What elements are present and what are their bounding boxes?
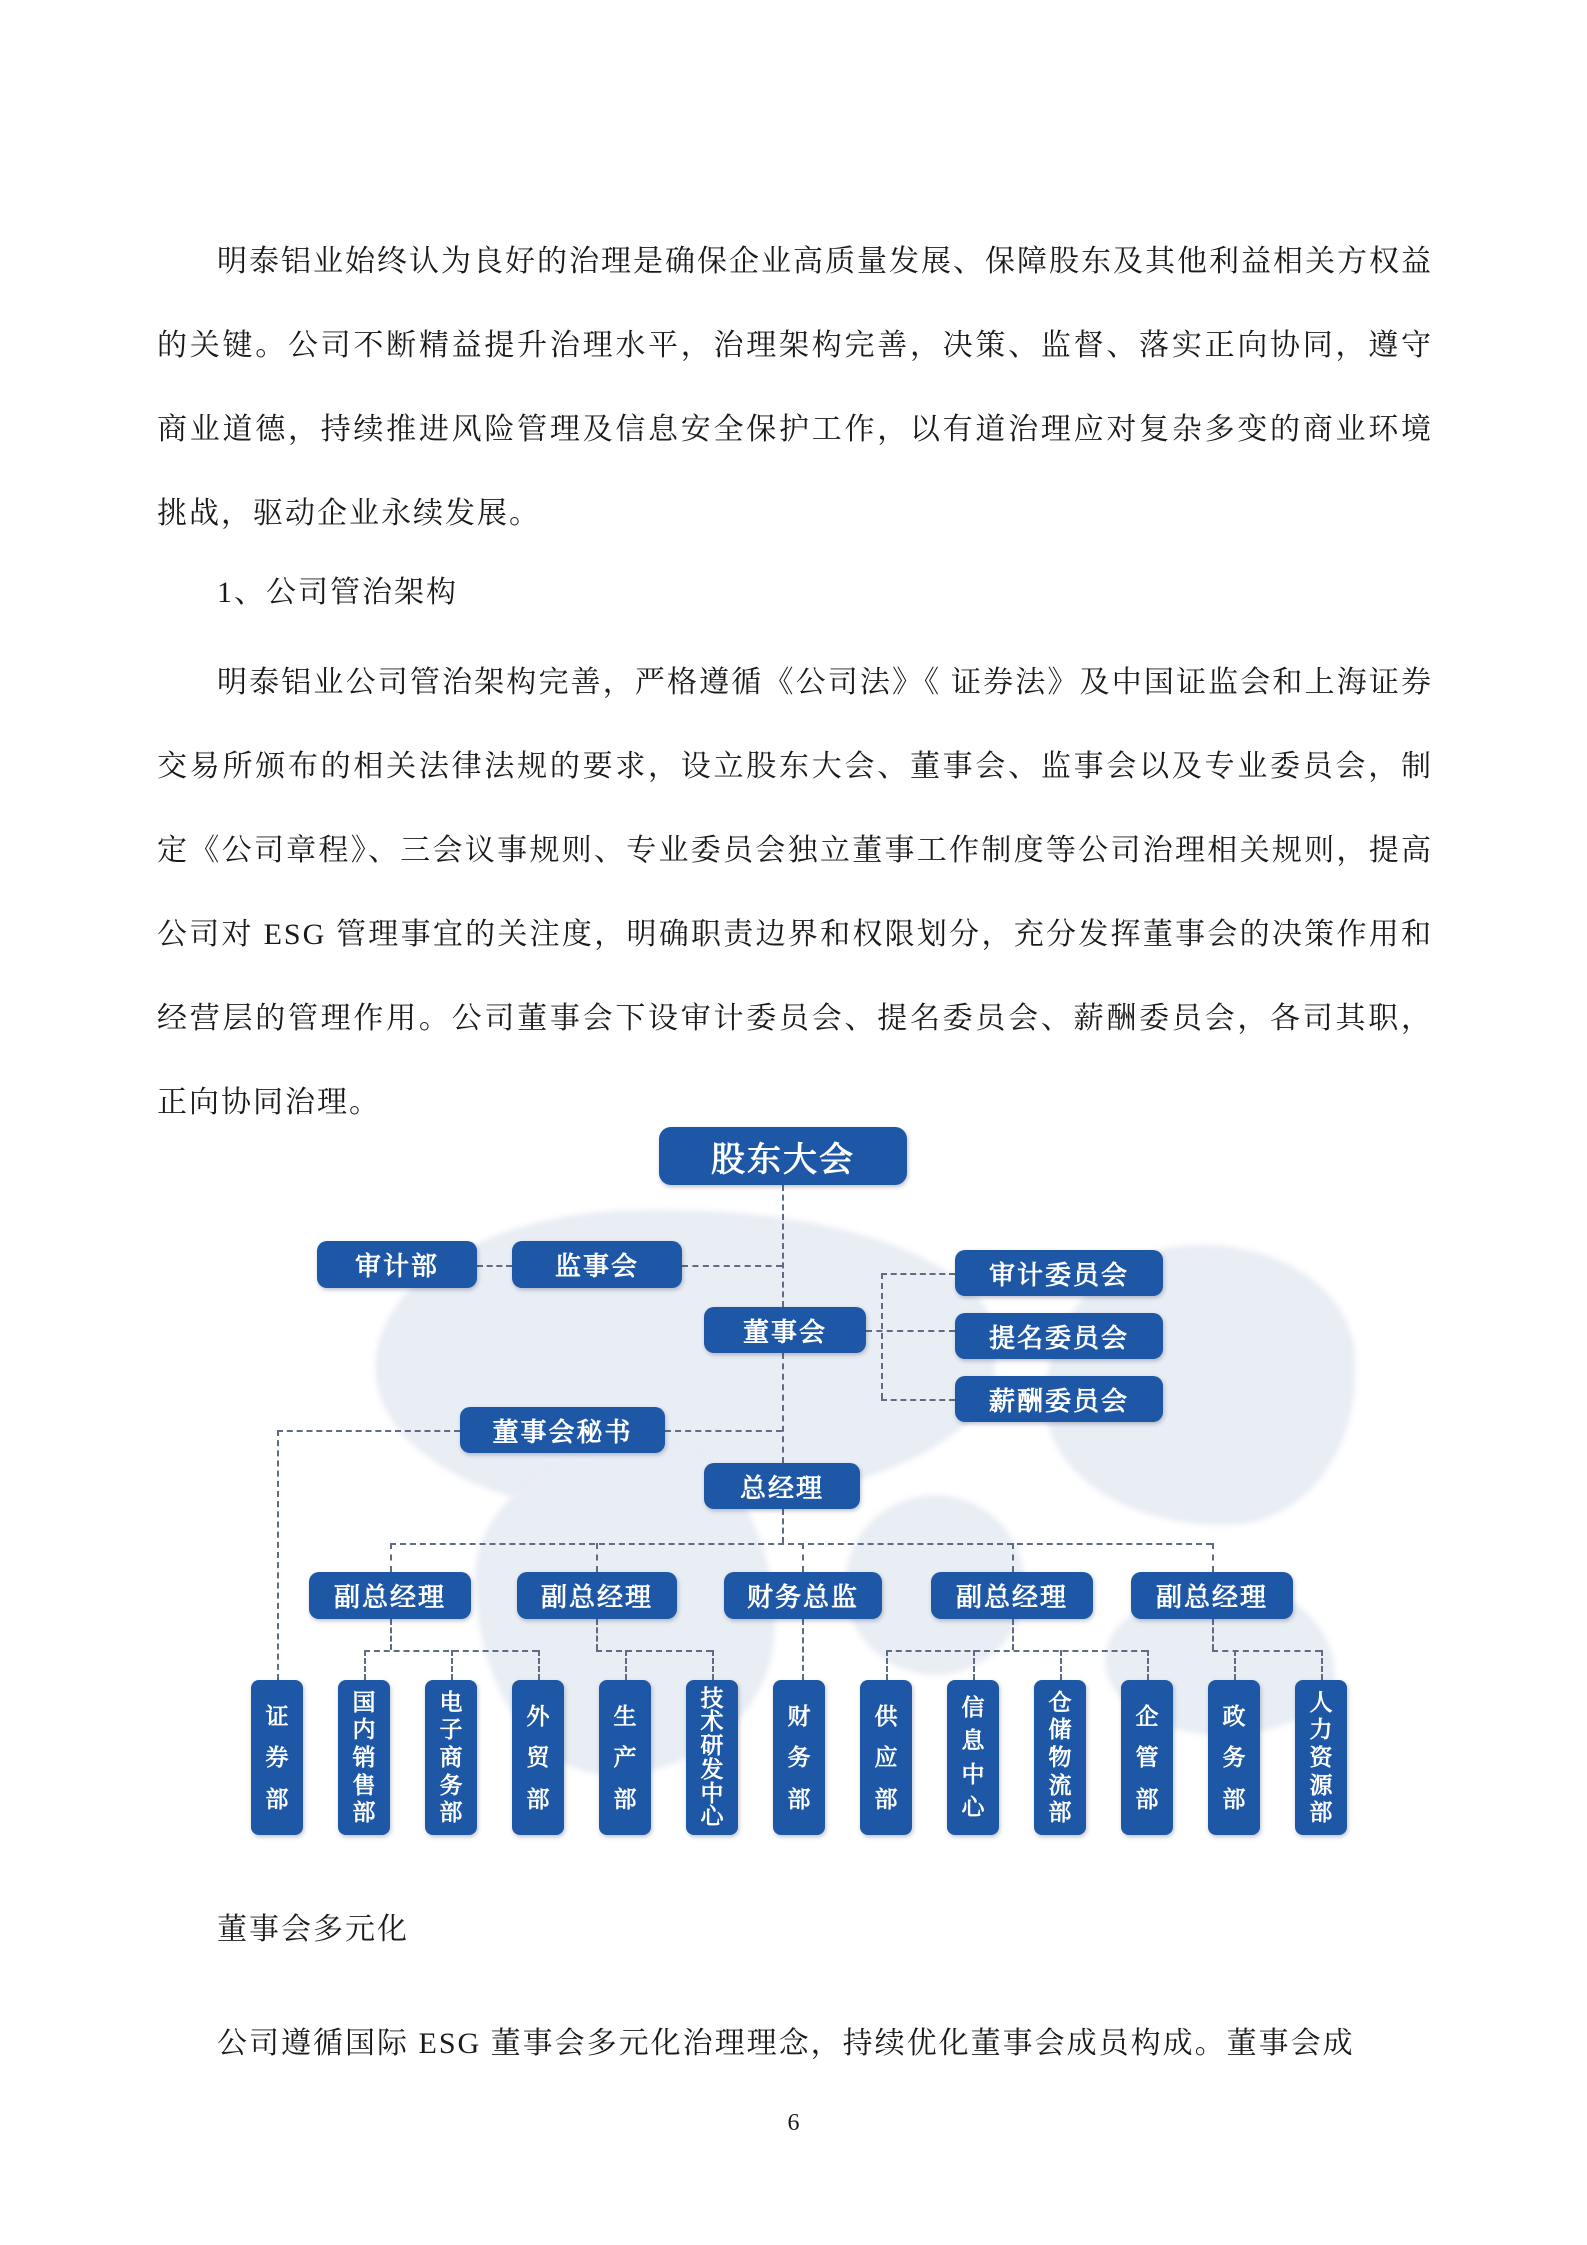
org-box-board-of-directors: 董事会 (704, 1307, 866, 1353)
org-box-department-12: 政 务 部 (1208, 1680, 1260, 1835)
org-box-department-8: 供 应 部 (860, 1680, 912, 1835)
connector-line (1012, 1543, 1014, 1572)
connector-line (625, 1650, 627, 1680)
connector-line (802, 1619, 804, 1680)
org-box-nomination-committee: 提名委员会 (955, 1313, 1163, 1359)
org-box-board-secretary: 董事会秘书 (460, 1407, 665, 1453)
connector-line (866, 1330, 955, 1332)
connector-line (390, 1619, 392, 1650)
connector-line (1012, 1619, 1014, 1650)
connector-line (1212, 1543, 1214, 1572)
org-box-department-3: 电 子 商 务 部 (425, 1680, 477, 1835)
section-heading-governance-structure: 1、公司管治架构 (217, 576, 458, 609)
connector-line (881, 1273, 883, 1399)
connector-line (364, 1650, 366, 1680)
connector-line (712, 1650, 714, 1680)
connector-line (1060, 1650, 1062, 1680)
connector-line (1234, 1650, 1236, 1680)
connector-line (881, 1273, 955, 1275)
org-box-audit-committee: 审计委员会 (955, 1250, 1163, 1296)
org-box-department-5: 生 产 部 (599, 1680, 651, 1835)
connector-line (1321, 1650, 1323, 1680)
org-box-department-1: 证 券 部 (251, 1680, 303, 1835)
org-box-vice-general-manager-3: 副总经理 (931, 1572, 1093, 1619)
org-box-vice-general-manager-1: 副总经理 (309, 1572, 471, 1619)
connector-line (1147, 1650, 1149, 1680)
connector-line (802, 1543, 804, 1572)
org-box-department-6: 技 术 研 发 中 心 (686, 1680, 738, 1835)
connector-line (782, 1353, 784, 1463)
connector-line (665, 1430, 782, 1432)
org-box-audit-department: 审计部 (317, 1241, 477, 1288)
org-box-department-9: 信 息 中 心 (947, 1680, 999, 1835)
connector-line (538, 1650, 540, 1680)
connector-line (277, 1430, 279, 1680)
connector-line (451, 1650, 453, 1680)
org-box-department-7: 财 务 部 (773, 1680, 825, 1835)
connector-line (886, 1650, 1147, 1652)
org-box-finance-director: 财务总监 (724, 1572, 882, 1619)
connector-line (881, 1399, 955, 1401)
paragraph-governance-intro: 明泰铝业始终认为良好的治理是确保企业高质量发展、保障股东及其他利益相关方权益的关键。公司不断精益提升治理水平，治理架构完善，决策、监督、落实正向协同，遵守商业道德，持续推进风险管理及信息安全保护工作，以有道治理应对复杂多变的商业环境挑战，驱动企业永续发展。 (157, 245, 1433, 530)
org-box-vice-general-manager-4: 副总经理 (1131, 1572, 1293, 1619)
org-box-shareholders-meeting: 股东大会 (659, 1127, 907, 1185)
org-box-department-4: 外 贸 部 (512, 1680, 564, 1835)
connector-line (277, 1430, 460, 1432)
connector-line (1212, 1619, 1214, 1650)
connector-line (886, 1650, 888, 1680)
org-box-department-2: 国 内 销 售 部 (338, 1680, 390, 1835)
connector-line (973, 1650, 975, 1680)
paragraph-governance-structure: 明泰铝业公司管治架构完善，严格遵循《公司法》《 证券法》及中国证监会和上海证券交易所颁布的相关法律法规的要求，设立股东大会、董事会、监事会以及专业委员会，制定《公司章程》、三会议事规则、专业委员会独立董事工作制度等公司治理相关规则，提高公司对 ESG 管理事宜的关注度，明确职责边界和权限划分，充分发挥董事会的决策作用和经营层的管理作用。公司董事会下设审计委员会、提名委员会、薪酬委员会，各司其职，正向协同治理。 (157, 666, 1433, 1119)
org-box-supervisory-board: 监事会 (512, 1241, 682, 1288)
connector-line (477, 1265, 512, 1267)
org-box-department-10: 仓 储 物 流 部 (1034, 1680, 1086, 1835)
org-box-general-manager: 总经理 (704, 1463, 860, 1509)
connector-line (682, 1265, 782, 1267)
connector-line (782, 1185, 784, 1307)
connector-line (596, 1543, 598, 1572)
connector-line (596, 1619, 598, 1650)
page-number: 6 (787, 2110, 800, 2136)
connector-line (782, 1509, 784, 1543)
org-box-department-11: 企 管 部 (1121, 1680, 1173, 1835)
connector-line (1212, 1650, 1321, 1652)
org-box-department-13: 人 力 资 源 部 (1295, 1680, 1347, 1835)
board-diversity-heading: 董事会多元化 (217, 1913, 409, 1946)
paragraph-board-diversity: 公司遵循国际 ESG 董事会多元化治理理念，持续优化董事会成员构成。董事会成 (217, 2027, 1355, 2060)
connector-line (390, 1543, 392, 1572)
org-box-remuneration-committee: 薪酬委员会 (955, 1376, 1163, 1422)
connector-line (390, 1543, 1212, 1545)
org-box-vice-general-manager-2: 副总经理 (517, 1572, 677, 1619)
governance-org-chart (225, 1115, 1365, 1885)
connector-line (596, 1650, 712, 1652)
